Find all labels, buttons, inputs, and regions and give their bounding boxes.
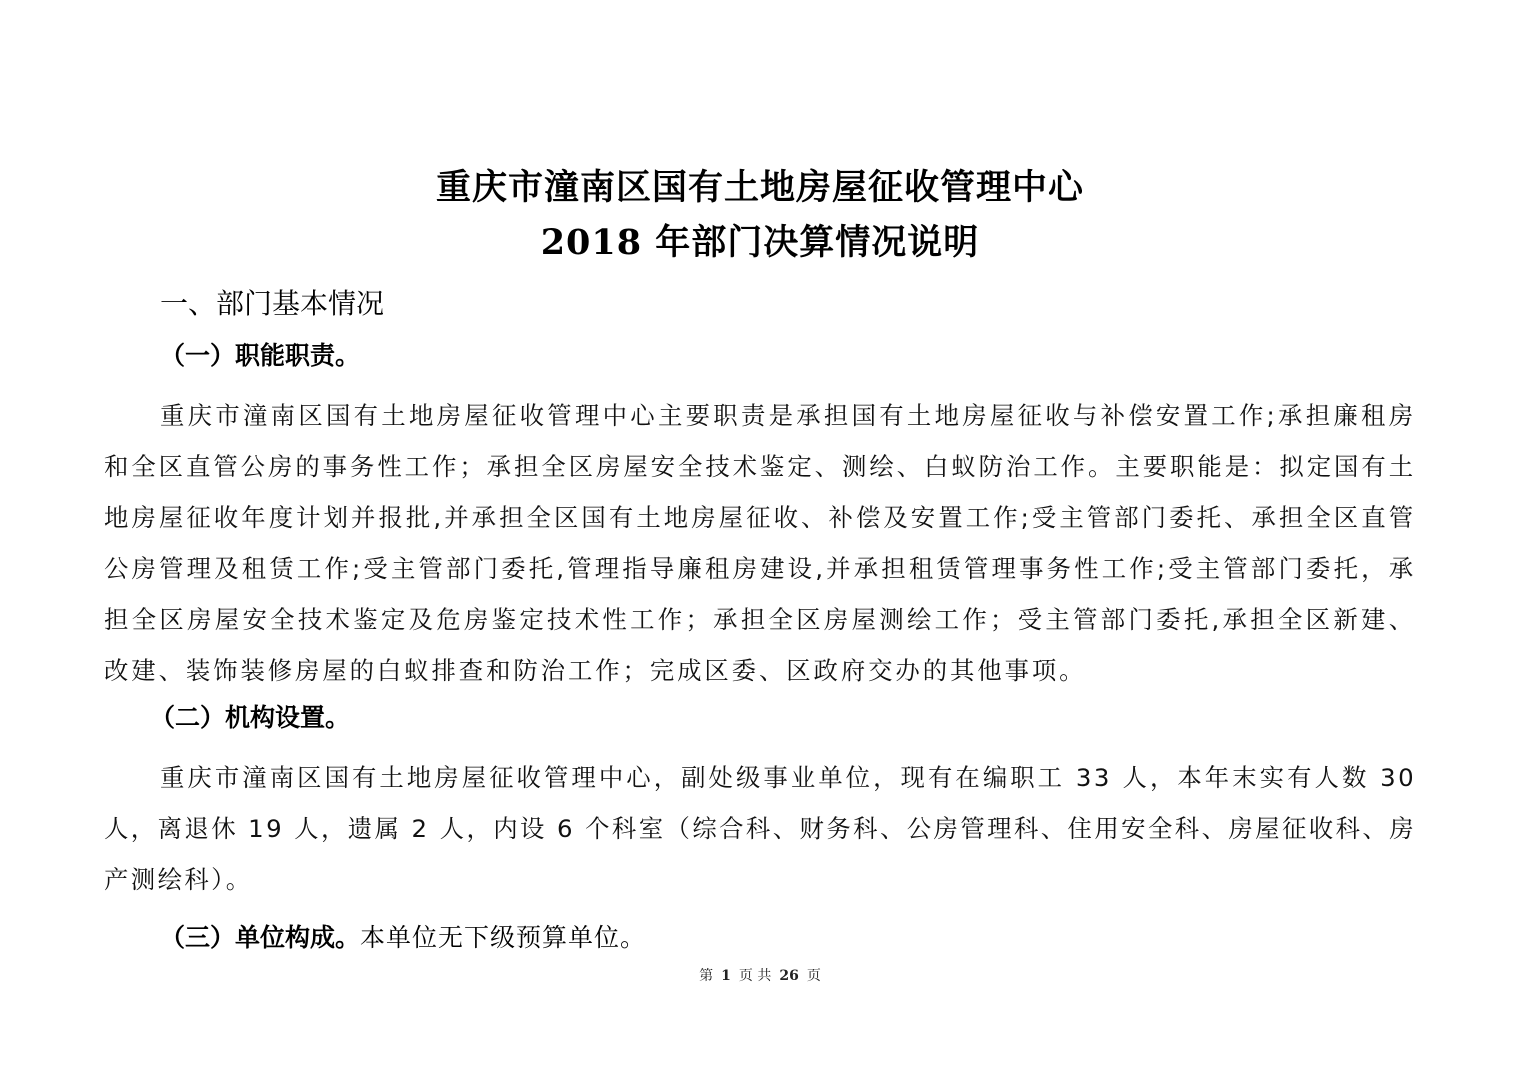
document-title-line-2: 2018 年部门决算情况说明 bbox=[540, 222, 980, 263]
footer-page-number: 1 bbox=[721, 968, 731, 984]
subsection-heading-unit-composition bbox=[160, 918, 646, 958]
footer-suffix: 页 bbox=[806, 968, 821, 984]
paragraph-duties: 重庆市潼南区国有土地房屋征收管理中心主要职责是承担国有土地房屋征收与补偿安置工作;承担廉租房和全区直管公房的事务性工作；承担全区房屋安全技术鉴定、测绘、白蚁防治工作。主要职能是：拟定国有土地房屋征收年度计划并报批,并承担全区国有土地房屋征收、补偿及安置工作;受主管部门委托、承担全区直管公房管理及租赁工作;受主管部门委托,管理指导廉租房建设,并承担租赁管理事务性工作;受主管部门委托，承担全区房屋安全技术鉴定及危房鉴定技术性工作；承担全区房屋测绘工作；受主管部门委托,承担全区新建、改建、装饰装修房屋的白蚁排查和防治工作；完成区委、区政府交办的其他事项。 bbox=[104, 401, 1416, 685]
footer-mid: 页 共 bbox=[738, 968, 772, 984]
page-footer bbox=[0, 964, 1520, 988]
footer-total-pages: 26 bbox=[779, 968, 799, 984]
section-heading-basic-info: 一、部门基本情况 bbox=[160, 287, 385, 320]
subsection-heading-duties: （一）职能职责。 bbox=[160, 341, 361, 370]
document-title-line-1: 重庆市潼南区国有土地房屋征收管理中心 bbox=[435, 167, 1084, 208]
paragraph-unit-composition: 本单位无下级预算单位。 bbox=[360, 923, 647, 952]
subsection-heading-unit-composition-label: （三）单位构成。 bbox=[160, 923, 361, 952]
subsection-heading-organization: （二）机构设置。 bbox=[150, 703, 351, 732]
footer-prefix: 第 bbox=[699, 968, 714, 984]
paragraph-organization: 重庆市潼南区国有土地房屋征收管理中心，副处级事业单位，现有在编职工 33 人，本年末实有人数 30 人，离退休 19 人，遗属 2 人，内设 6 个科室（综合科、财务科、公房管理科、住用安全科、房屋征收科、房产测绘科）。 bbox=[104, 763, 1416, 894]
